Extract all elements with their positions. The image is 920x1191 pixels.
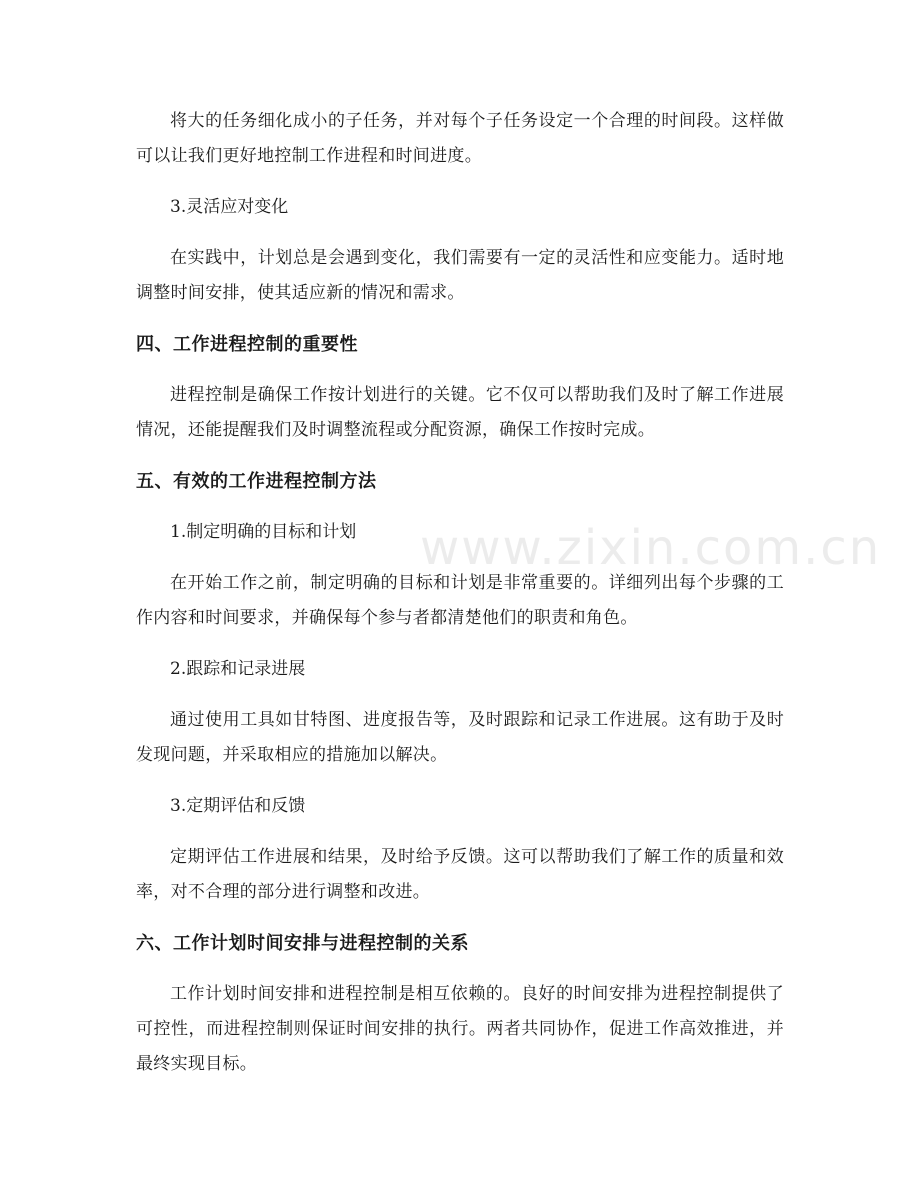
- paragraph-flexibility: 在实践中，计划总是会遇到变化，我们需要有一定的灵活性和应变能力。适时地调整时间安排，使其适应新的情况和需求。: [136, 248, 784, 303]
- paragraph-evaluate-feedback: 定期评估工作进展和结果，及时给予反馈。这可以帮助我们了解工作的质量和效率，对不合理的部分进行调整和改进。: [136, 847, 784, 902]
- paragraph-control-importance: 进程控制是确保工作按计划进行的关键。它不仅可以帮助我们及时了解工作进展情况，还能提醒我们及时调整流程或分配资源，确保工作按时完成。: [136, 385, 784, 440]
- section-heading-6: 六、工作计划时间安排与进程控制的关系: [136, 933, 469, 954]
- document-body: [136, 104, 784, 1098]
- paragraph-track-progress: 通过使用工具如甘特图、进度报告等，及时跟踪和记录工作进展。这有助于及时发现问题，并采取相应的措施加以解决。: [136, 710, 784, 765]
- watermark: www.zixin.com.cn: [420, 520, 882, 576]
- section-heading-5: 五、有效的工作进程控制方法: [136, 471, 377, 492]
- subheading-evaluate-feedback: 3.定期评估和反馈: [170, 796, 306, 816]
- subheading-flexible-change: 3.灵活应对变化: [170, 197, 289, 217]
- subheading-track-progress: 2.跟踪和记录进展: [170, 659, 306, 679]
- section-heading-4: 四、工作进程控制的重要性: [136, 334, 358, 355]
- paragraph-clear-goals: 在开始工作之前，制定明确的目标和计划是非常重要的。详细列出每个步骤的工作内容和时间要求，并确保每个参与者都清楚他们的职责和角色。: [136, 573, 784, 628]
- subheading-clear-goals: 1.制定明确的目标和计划: [170, 522, 357, 542]
- paragraph-subtask-breakdown: 将大的任务细化成小的子任务，并对每个子任务设定一个合理的时间段。这样做可以让我们更好地控制工作进程和时间进度。: [136, 111, 784, 166]
- paragraph-relationship: 工作计划时间安排和进程控制是相互依赖的。良好的时间安排为进程控制提供了可控性，而进程控制则保证时间安排的执行。两者共同协作，促进工作高效推进，并最终实现目标。: [136, 984, 784, 1074]
